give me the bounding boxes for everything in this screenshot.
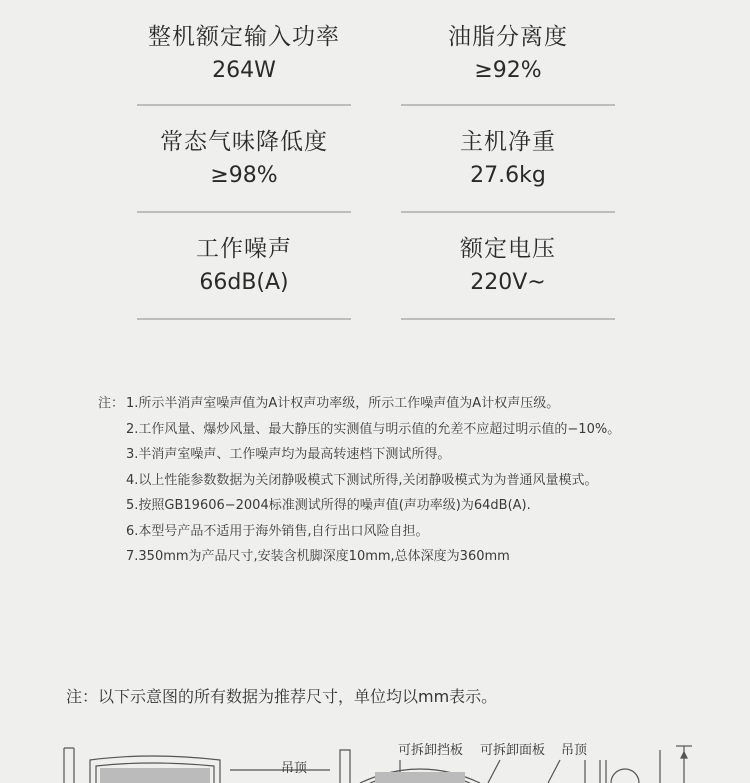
- label-ceiling-left: 吊顶: [281, 761, 308, 776]
- spec-label: 整机额定输入功率: [148, 24, 340, 50]
- spec-value: 66dB(A): [199, 270, 289, 295]
- divider: [137, 104, 351, 106]
- spec-label: 常态气味降低度: [160, 129, 328, 155]
- note-item: 6.本型号产品不适用于海外销售,自行出口风险自担。: [126, 524, 429, 539]
- spec-value: 220V~: [470, 270, 546, 295]
- spec-label: 主机净重: [460, 129, 556, 155]
- label-removable-baffle: 可拆卸挡板: [398, 743, 464, 758]
- spec-rated-voltage: [401, 234, 615, 298]
- note-item: 4.以上性能参数数据为关闭静吸模式下测试所得,关闭静吸模式为为普通风量模式。: [126, 473, 598, 488]
- divider: [137, 318, 351, 320]
- note-item: 3.半消声室噪声、工作噪声均为最高转速档下测试所得。: [126, 447, 451, 462]
- notes-prefix: 注：: [98, 396, 125, 411]
- installation-diagram: [0, 730, 750, 783]
- label-ceiling-right: 吊顶: [561, 743, 588, 758]
- spec-value: ≥92%: [474, 58, 542, 83]
- spec-grease-separation: [401, 22, 615, 86]
- label-removable-panel: 可拆卸面板: [480, 743, 546, 758]
- spec-label: 额定电压: [460, 236, 556, 262]
- divider: [401, 104, 615, 106]
- spec-working-noise: [137, 234, 351, 298]
- spec-rated-power: [137, 22, 351, 86]
- spec-value: ≥98%: [210, 163, 278, 188]
- spec-value: 27.6kg: [470, 163, 546, 188]
- note-item: 7.350mm为产品尺寸,安装含机脚深度10mm,总体深度为360mm: [126, 549, 510, 564]
- spec-odor-reduction: [137, 127, 351, 191]
- note-item: 2.工作风量、爆炒风量、最大静压的实测值与明示值的允差不应超过明示值的−10%。: [126, 422, 621, 437]
- spec-net-weight: [401, 127, 615, 191]
- divider: [401, 211, 615, 213]
- note-item: 5.按照GB19606−2004标准测试所得的噪声值(声功率级)为64dB(A).: [126, 498, 531, 513]
- spec-label: 油脂分离度: [448, 24, 568, 50]
- divider: [137, 211, 351, 213]
- spec-value: 264W: [212, 58, 276, 83]
- footer-note: 注：以下示意图的所有数据为推荐尺寸，单位均以mm表示。: [66, 687, 498, 706]
- note-item: 1.所示半消声室噪声值为A计权声功率级，所示工作噪声值为A计权声压级。: [126, 396, 560, 411]
- divider: [401, 318, 615, 320]
- spec-label: 工作噪声: [196, 236, 292, 262]
